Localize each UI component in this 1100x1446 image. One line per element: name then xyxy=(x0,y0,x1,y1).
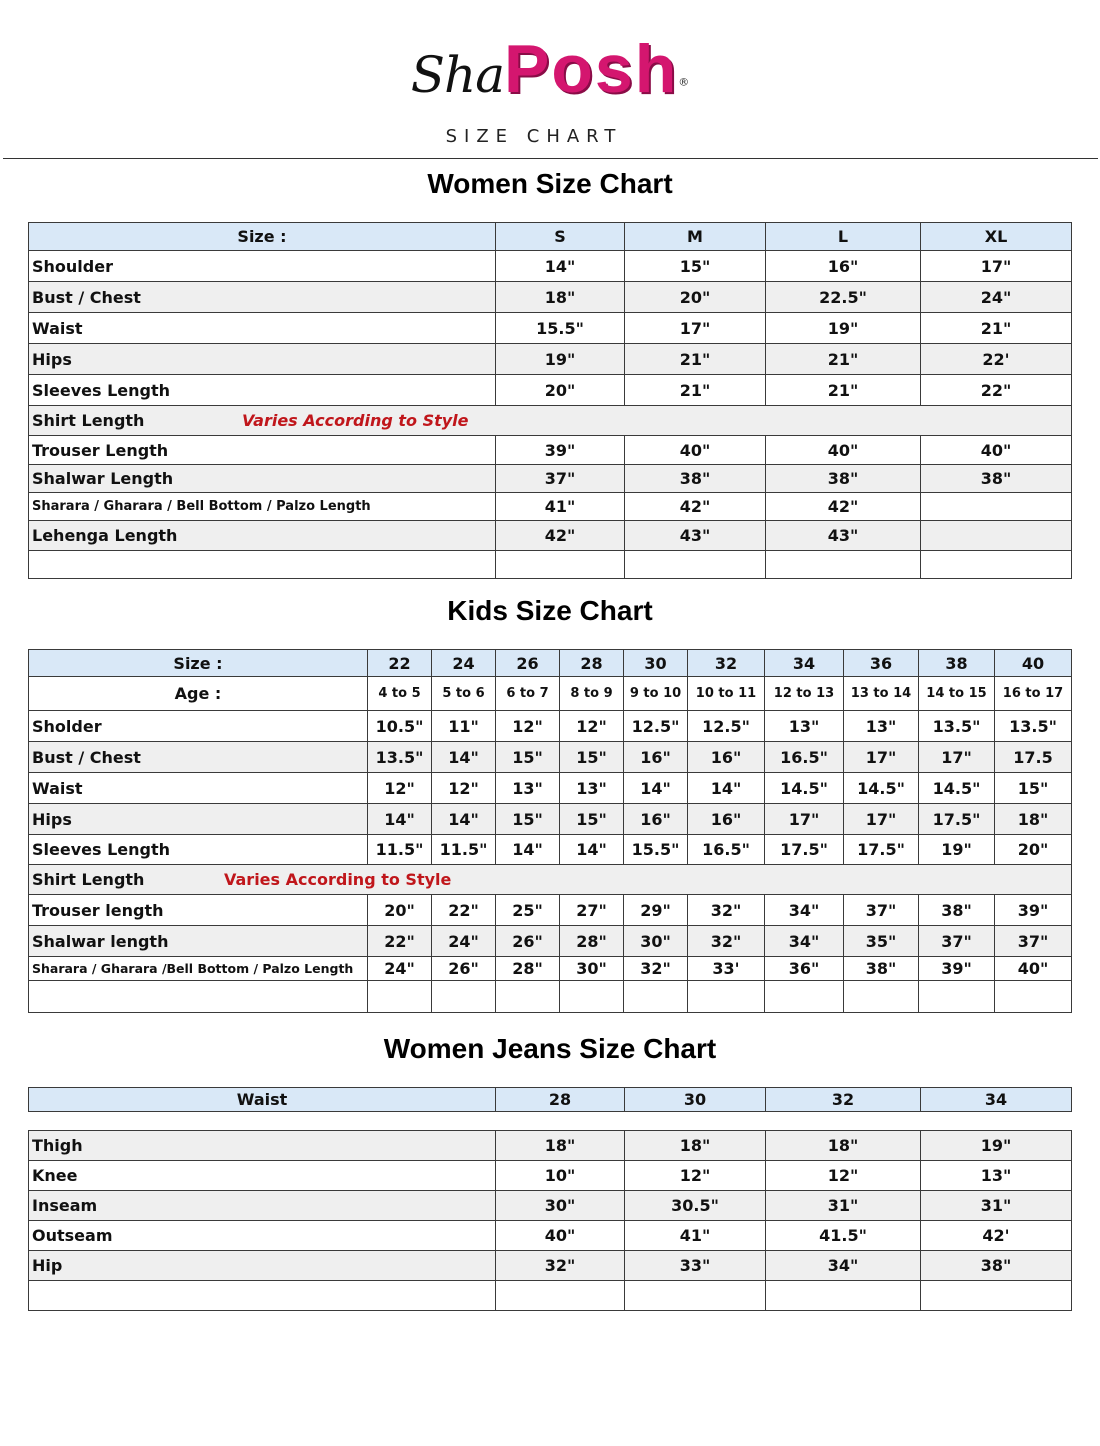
table-row xyxy=(29,313,1072,344)
blank-cell xyxy=(995,981,1072,1013)
value-cell: 17" xyxy=(765,804,844,835)
size-header-cell: 34 xyxy=(765,650,844,677)
table-row xyxy=(29,436,1072,465)
value-cell: 18" xyxy=(496,1131,625,1161)
value-cell: 42" xyxy=(496,521,625,551)
size-header-cell: L xyxy=(766,223,921,251)
size-header-cell: M xyxy=(625,223,766,251)
row-label: Outseam xyxy=(29,1221,496,1251)
value-cell: 12.5" xyxy=(688,711,765,742)
value-cell: 13" xyxy=(560,773,624,804)
size-header-cell: 22 xyxy=(368,650,432,677)
value-cell: 14" xyxy=(496,251,625,282)
value-cell: 11.5" xyxy=(368,835,432,865)
header-divider xyxy=(3,158,1098,159)
value-cell: 21" xyxy=(766,375,921,406)
value-cell: 17.5 xyxy=(995,742,1072,773)
header-row xyxy=(29,1088,1072,1112)
value-cell: 15" xyxy=(625,251,766,282)
value-cell: 20" xyxy=(496,375,625,406)
value-cell: 38" xyxy=(766,465,921,493)
jeans-chart-title: Women Jeans Size Chart xyxy=(383,1033,717,1064)
row-label-text: Shirt Length xyxy=(32,411,145,430)
value-cell: 35" xyxy=(844,926,919,957)
value-cell: 24" xyxy=(921,282,1072,313)
blank-cell xyxy=(368,981,432,1013)
value-cell: 24" xyxy=(368,957,432,981)
age-cell: 14 to 15 xyxy=(919,677,995,711)
value-cell: 29" xyxy=(624,895,688,926)
value-cell: 33' xyxy=(688,957,765,981)
value-cell: 13.5" xyxy=(995,711,1072,742)
table-row xyxy=(29,344,1072,375)
blank-cell xyxy=(766,551,921,579)
row-label: Shalwar Length xyxy=(29,465,496,493)
age-cell: 10 to 11 xyxy=(688,677,765,711)
value-cell: 16" xyxy=(624,742,688,773)
value-cell: 19" xyxy=(496,344,625,375)
value-cell: 22.5" xyxy=(766,282,921,313)
age-label: Age : xyxy=(29,677,368,711)
value-cell xyxy=(921,493,1072,521)
value-cell: 38" xyxy=(919,895,995,926)
blank-cell xyxy=(29,551,496,579)
value-cell: 30" xyxy=(496,1191,625,1221)
value-cell: 32" xyxy=(688,895,765,926)
value-cell: 15" xyxy=(560,742,624,773)
blank-cell xyxy=(625,551,766,579)
value-cell: 34" xyxy=(765,895,844,926)
blank-cell xyxy=(432,981,496,1013)
value-cell: 14" xyxy=(496,835,560,865)
value-cell: 20" xyxy=(625,282,766,313)
table-row xyxy=(29,521,1072,551)
row-label: Waist xyxy=(29,773,368,804)
value-cell: 18" xyxy=(625,1131,766,1161)
value-cell: 14.5" xyxy=(919,773,995,804)
value-cell: 14" xyxy=(688,773,765,804)
blank-row xyxy=(29,981,1072,1013)
row-label: Lehenga Length xyxy=(29,521,496,551)
value-cell: 27" xyxy=(560,895,624,926)
value-cell: 21" xyxy=(625,344,766,375)
table-row xyxy=(29,865,1072,895)
value-cell: 14" xyxy=(432,804,496,835)
value-cell: 30.5" xyxy=(625,1191,766,1221)
row-label: Hips xyxy=(29,344,496,375)
blank-row xyxy=(29,1281,1072,1311)
header-label: Waist xyxy=(29,1088,496,1112)
size-header-cell: 38 xyxy=(919,650,995,677)
blank-cell xyxy=(688,981,765,1013)
row-label: Waist xyxy=(29,313,496,344)
size-header-cell: 24 xyxy=(432,650,496,677)
blank-cell xyxy=(624,981,688,1013)
value-cell: 34" xyxy=(765,926,844,957)
size-header-cell: 34 xyxy=(921,1088,1072,1112)
value-cell: 32" xyxy=(496,1251,625,1281)
blank-cell xyxy=(766,1281,921,1311)
table-row xyxy=(29,773,1072,804)
blank-cell xyxy=(921,551,1072,579)
value-cell: 14" xyxy=(368,804,432,835)
row-label: Hips xyxy=(29,804,368,835)
blank-cell xyxy=(29,981,368,1013)
value-cell: 40" xyxy=(766,436,921,465)
value-cell: 21" xyxy=(766,344,921,375)
blank-cell xyxy=(496,551,625,579)
value-cell: 34" xyxy=(766,1251,921,1281)
table-row xyxy=(29,711,1072,742)
value-cell: 37" xyxy=(919,926,995,957)
blank-cell xyxy=(560,981,624,1013)
value-cell: 12.5" xyxy=(624,711,688,742)
table-row xyxy=(29,835,1072,865)
logo-posh-text: Posh xyxy=(504,31,679,107)
value-cell: 38" xyxy=(921,1251,1072,1281)
table-row xyxy=(29,895,1072,926)
header-row xyxy=(29,650,1072,677)
table-row xyxy=(29,1191,1072,1221)
value-cell: 41.5" xyxy=(766,1221,921,1251)
value-cell: 15.5" xyxy=(624,835,688,865)
kids-chart-title: Kids Size Chart xyxy=(447,595,653,626)
kids-size-table xyxy=(28,649,1072,1013)
row-label: Thigh xyxy=(29,1131,496,1161)
value-cell: 15" xyxy=(496,804,560,835)
value-cell: 36" xyxy=(765,957,844,981)
logo-sha-text: Sha xyxy=(410,46,504,104)
value-cell: 14" xyxy=(624,773,688,804)
row-label: Trouser length xyxy=(29,895,368,926)
size-header-cell: 28 xyxy=(560,650,624,677)
row-label: Sleeves Length xyxy=(29,835,368,865)
value-cell: 14" xyxy=(432,742,496,773)
value-cell: 14.5" xyxy=(844,773,919,804)
value-cell: 38" xyxy=(625,465,766,493)
value-cell: 25" xyxy=(496,895,560,926)
value-cell: 30" xyxy=(624,926,688,957)
table-row xyxy=(29,493,1072,521)
women-size-table xyxy=(28,222,1072,579)
varies-note: Varies According to Style xyxy=(242,411,469,430)
value-cell: 18" xyxy=(496,282,625,313)
value-cell: 12" xyxy=(496,711,560,742)
value-cell: 12" xyxy=(766,1161,921,1191)
age-cell: 12 to 13 xyxy=(765,677,844,711)
size-header-cell: 32 xyxy=(766,1088,921,1112)
value-cell: 24" xyxy=(432,926,496,957)
value-cell: 38" xyxy=(844,957,919,981)
value-cell: 33" xyxy=(625,1251,766,1281)
varies-note: Varies According to Style xyxy=(224,870,452,889)
age-cell: 9 to 10 xyxy=(624,677,688,711)
table-row xyxy=(29,804,1072,835)
row-label: Hip xyxy=(29,1251,496,1281)
value-cell: 13.5" xyxy=(368,742,432,773)
value-cell: 16.5" xyxy=(765,742,844,773)
age-row xyxy=(29,677,1072,711)
size-header-cell: 36 xyxy=(844,650,919,677)
value-cell: 19" xyxy=(921,1131,1072,1161)
age-cell: 13 to 14 xyxy=(844,677,919,711)
value-cell: 16" xyxy=(688,742,765,773)
value-cell: 40" xyxy=(625,436,766,465)
table-row xyxy=(29,742,1072,773)
value-cell: 11.5" xyxy=(432,835,496,865)
value-cell: 12" xyxy=(368,773,432,804)
row-label: Shoulder xyxy=(29,251,496,282)
value-cell: 13" xyxy=(496,773,560,804)
value-cell: 22' xyxy=(921,344,1072,375)
blank-cell xyxy=(625,1281,766,1311)
brand-logo xyxy=(0,30,1100,107)
value-cell: 19" xyxy=(766,313,921,344)
table-row xyxy=(29,1161,1072,1191)
value-cell: 21" xyxy=(625,375,766,406)
value-cell: 22" xyxy=(368,926,432,957)
value-cell: 41" xyxy=(625,1221,766,1251)
value-cell: 15" xyxy=(496,742,560,773)
table-row xyxy=(29,926,1072,957)
value-cell: 19" xyxy=(919,835,995,865)
header-label: Size : xyxy=(29,223,496,251)
table-row xyxy=(29,1221,1072,1251)
value-cell: 12" xyxy=(560,711,624,742)
value-cell: 26" xyxy=(432,957,496,981)
value-cell: 28" xyxy=(496,957,560,981)
value-cell: 16" xyxy=(766,251,921,282)
value-cell: 40" xyxy=(921,436,1072,465)
value-cell: 18" xyxy=(766,1131,921,1161)
value-cell: 43" xyxy=(625,521,766,551)
value-cell: 42" xyxy=(766,493,921,521)
value-cell: 10.5" xyxy=(368,711,432,742)
value-cell: 39" xyxy=(919,957,995,981)
value-cell: 28" xyxy=(560,926,624,957)
value-cell: 42' xyxy=(921,1221,1072,1251)
row-label: Sharara / Gharara /Bell Bottom / Palzo Length xyxy=(29,957,368,981)
value-cell: 30" xyxy=(560,957,624,981)
table-row xyxy=(29,465,1072,493)
row-label-text: Shirt Length xyxy=(32,870,145,889)
row-label: Shalwar length xyxy=(29,926,368,957)
row-label: Sharara / Gharara / Bell Bottom / Palzo Length xyxy=(29,493,496,521)
blank-row xyxy=(29,551,1072,579)
value-cell: 12" xyxy=(625,1161,766,1191)
size-header-cell: 32 xyxy=(688,650,765,677)
value-cell: 39" xyxy=(496,436,625,465)
table-row xyxy=(29,282,1072,313)
value-cell: 13.5" xyxy=(919,711,995,742)
blank-cell xyxy=(29,1281,496,1311)
value-cell: 13" xyxy=(921,1161,1072,1191)
value-cell: 16" xyxy=(624,804,688,835)
value-cell: 16.5" xyxy=(688,835,765,865)
header-label: Size : xyxy=(29,650,368,677)
row-label: Trouser Length xyxy=(29,436,496,465)
size-header-cell: S xyxy=(496,223,625,251)
table-row xyxy=(29,406,1072,436)
size-chart-subtitle: SIZE CHART xyxy=(445,126,623,147)
row-label: Bust / Chest xyxy=(29,282,496,313)
age-cell: 16 to 17 xyxy=(995,677,1072,711)
value-cell: 17" xyxy=(921,251,1072,282)
row-label: Sholder xyxy=(29,711,368,742)
value-cell: 15" xyxy=(995,773,1072,804)
header-row xyxy=(29,223,1072,251)
value-cell: 37" xyxy=(496,465,625,493)
value-cell: 41" xyxy=(496,493,625,521)
value-cell: 39" xyxy=(995,895,1072,926)
value-cell: 37" xyxy=(844,895,919,926)
value-cell: 16" xyxy=(688,804,765,835)
blank-cell xyxy=(496,981,560,1013)
size-header-cell: 28 xyxy=(496,1088,625,1112)
value-cell: 17" xyxy=(844,804,919,835)
value-cell: 31" xyxy=(921,1191,1072,1221)
size-header-cell: 30 xyxy=(624,650,688,677)
blank-cell xyxy=(921,1281,1072,1311)
row-label xyxy=(29,865,1072,895)
age-cell: 8 to 9 xyxy=(560,677,624,711)
value-cell: 15" xyxy=(560,804,624,835)
value-cell: 13" xyxy=(765,711,844,742)
value-cell xyxy=(921,521,1072,551)
value-cell: 43" xyxy=(766,521,921,551)
table-row xyxy=(29,957,1072,981)
age-cell: 4 to 5 xyxy=(368,677,432,711)
registered-mark: ® xyxy=(678,75,690,89)
value-cell: 18" xyxy=(995,804,1072,835)
blank-cell xyxy=(765,981,844,1013)
value-cell: 12" xyxy=(432,773,496,804)
row-label: Inseam xyxy=(29,1191,496,1221)
women-chart-title: Women Size Chart xyxy=(427,168,673,199)
table-row xyxy=(29,1131,1072,1161)
size-header-cell: 30 xyxy=(625,1088,766,1112)
value-cell: 37" xyxy=(995,926,1072,957)
value-cell: 17.5" xyxy=(919,804,995,835)
value-cell: 10" xyxy=(496,1161,625,1191)
value-cell: 21" xyxy=(921,313,1072,344)
value-cell: 17.5" xyxy=(765,835,844,865)
value-cell: 42" xyxy=(625,493,766,521)
value-cell: 13" xyxy=(844,711,919,742)
value-cell: 38" xyxy=(921,465,1072,493)
value-cell: 32" xyxy=(688,926,765,957)
value-cell: 20" xyxy=(368,895,432,926)
value-cell: 40" xyxy=(496,1221,625,1251)
value-cell: 11" xyxy=(432,711,496,742)
value-cell: 14" xyxy=(560,835,624,865)
value-cell: 26" xyxy=(496,926,560,957)
size-header-cell: XL xyxy=(921,223,1072,251)
table-row xyxy=(29,251,1072,282)
value-cell: 20" xyxy=(995,835,1072,865)
blank-cell xyxy=(919,981,995,1013)
jeans-header-table xyxy=(28,1087,1072,1112)
value-cell: 15.5" xyxy=(496,313,625,344)
value-cell: 17" xyxy=(844,742,919,773)
size-header-cell: 40 xyxy=(995,650,1072,677)
row-label: Knee xyxy=(29,1161,496,1191)
value-cell: 31" xyxy=(766,1191,921,1221)
row-label: Sleeves Length xyxy=(29,375,496,406)
age-cell: 6 to 7 xyxy=(496,677,560,711)
value-cell: 22" xyxy=(432,895,496,926)
table-row xyxy=(29,1251,1072,1281)
blank-cell xyxy=(496,1281,625,1311)
value-cell: 17" xyxy=(919,742,995,773)
blank-cell xyxy=(844,981,919,1013)
value-cell: 17.5" xyxy=(844,835,919,865)
table-row xyxy=(29,375,1072,406)
jeans-size-table xyxy=(28,1130,1072,1311)
row-label: Bust / Chest xyxy=(29,742,368,773)
age-cell: 5 to 6 xyxy=(432,677,496,711)
value-cell: 40" xyxy=(995,957,1072,981)
value-cell: 14.5" xyxy=(765,773,844,804)
row-label xyxy=(29,406,1072,436)
value-cell: 22" xyxy=(921,375,1072,406)
size-header-cell: 26 xyxy=(496,650,560,677)
value-cell: 32" xyxy=(624,957,688,981)
value-cell: 17" xyxy=(625,313,766,344)
